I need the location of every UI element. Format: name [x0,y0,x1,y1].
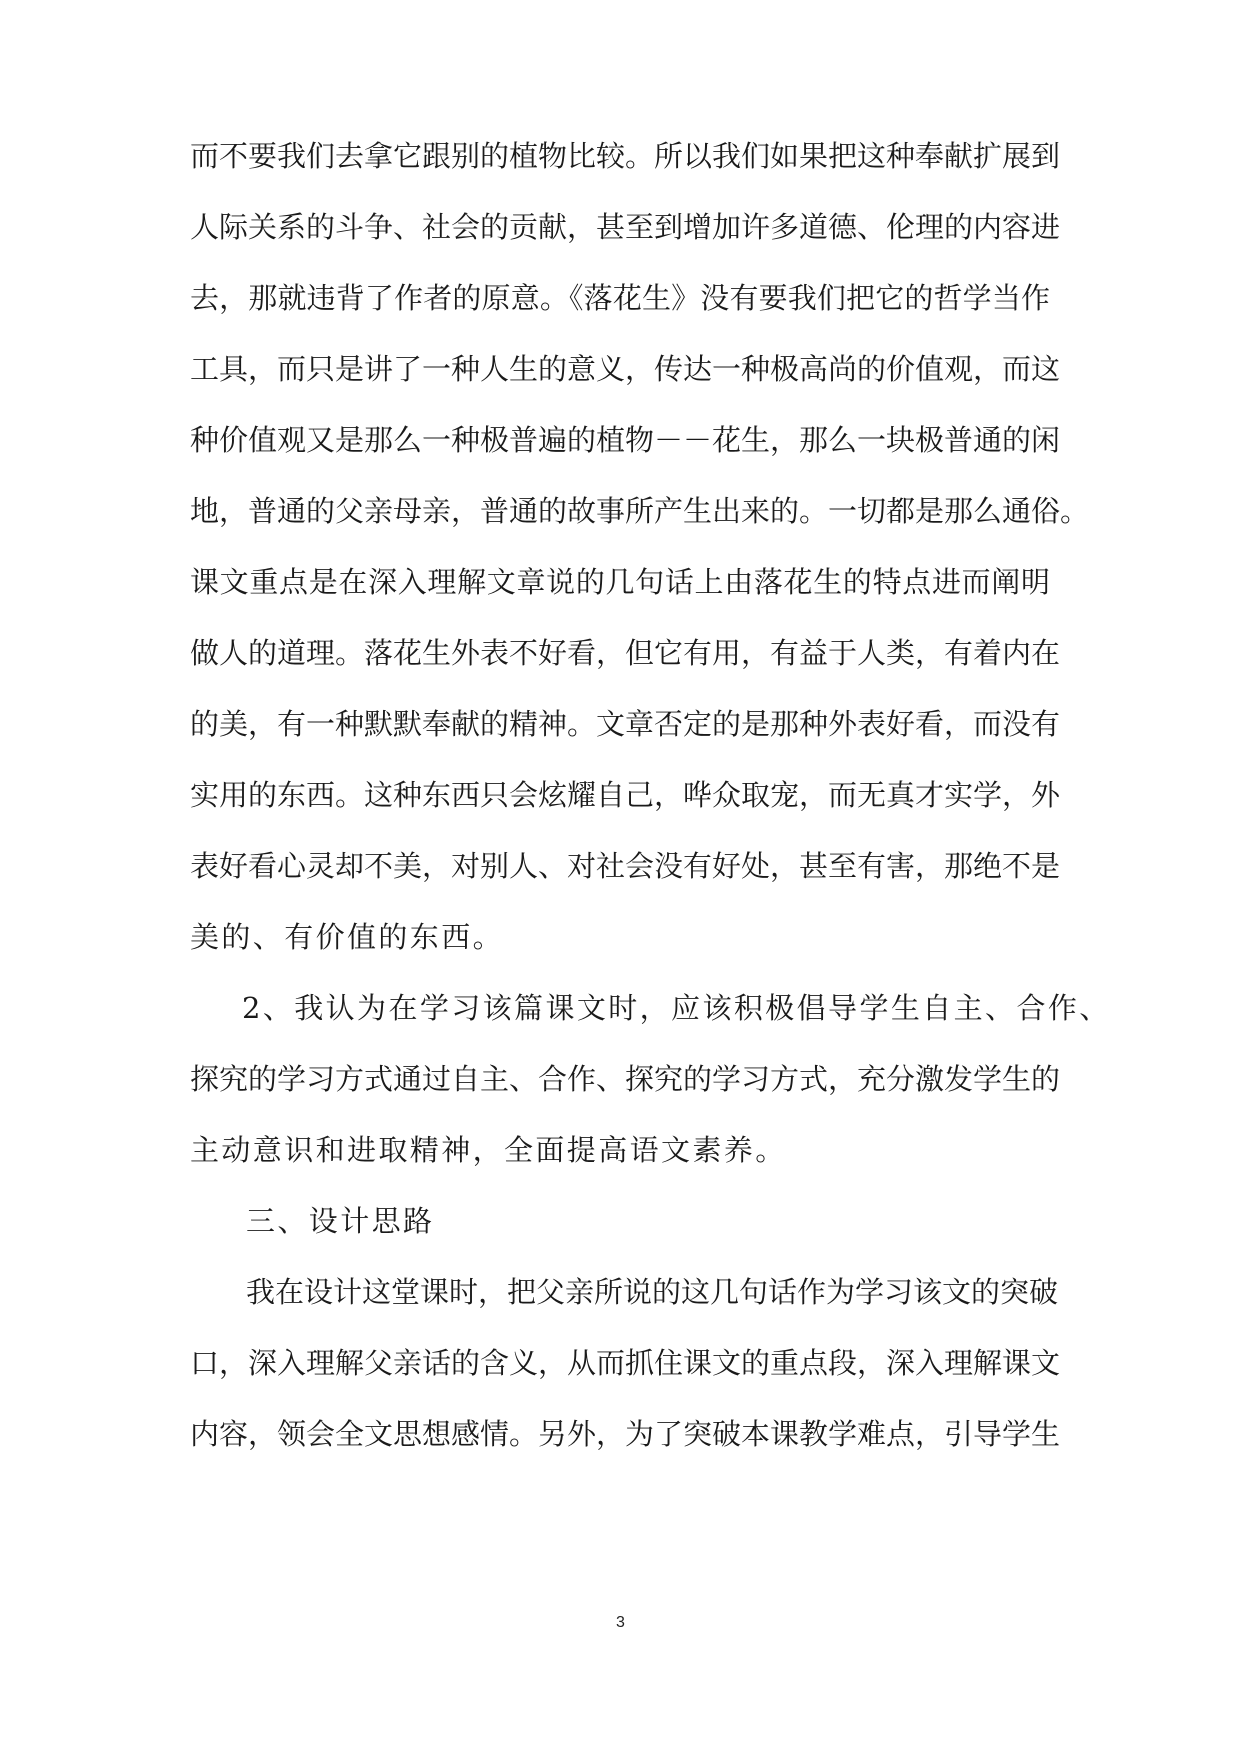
text-line: 工具，而只是讲了一种人生的意义，传达一种极高尚的价值观，而这 [190,352,1061,386]
page-number: 3 [616,1614,625,1631]
paragraph-start-line: 2、我认为在学习该篇课文时，应该积极倡导学生自主、合作、 [242,991,1111,1025]
text-line: 做人的道理。落花生外表不好看，但它有用，有益于人类，有着内在 [190,636,1061,670]
text-line: 地，普通的父亲母亲，普通的故事所产生出来的。一切都是那么通俗。 [190,494,1090,528]
text-line: 主动意识和进取精神，全面提高语文素养。 [190,1133,787,1167]
text-line: 种价值观又是那么一种极普遍的植物－－花生，那么一块极普通的闲 [190,423,1061,457]
text-line: 课文重点是在深入理解文章说的几句话上由落花生的特点进而阐明 [190,565,1050,599]
text-line: 的美，有一种默默奉献的精神。文章否定的是那种外表好看，而没有 [190,707,1061,741]
text-line: 人际关系的斗争、社会的贡献，甚至到增加许多道德、伦理的内容进 [190,210,1061,244]
text-line: 去，那就违背了作者的原意。《落花生》没有要我们把它的哲学当作 [190,281,1050,315]
text-line: 实用的东西。这种东西只会炫耀自己，哗众取宠，而无真才实学，外 [190,778,1061,812]
text-line: 而不要我们去拿它跟别的植物比较。所以我们如果把这种奉献扩展到 [190,139,1061,173]
text-line: 口，深入理解父亲话的含义，从而抓住课文的重点段，深入理解课文 [190,1346,1061,1380]
section-heading: 三、设计思路 [246,1204,435,1238]
text-line: 美的、有价值的东西。 [190,920,505,954]
text-line: 探究的学习方式通过自主、合作、探究的学习方式，充分激发学生的 [190,1062,1061,1096]
paragraph-start-line: 我在设计这堂课时，把父亲所说的这几句话作为学习该文的突破 [246,1275,1059,1309]
text-line: 表好看心灵却不美，对别人、对社会没有好处，甚至有害，那绝不是 [190,849,1061,883]
text-line: 内容，领会全文思想感情。另外，为了突破本课教学难点，引导学生 [190,1417,1061,1451]
